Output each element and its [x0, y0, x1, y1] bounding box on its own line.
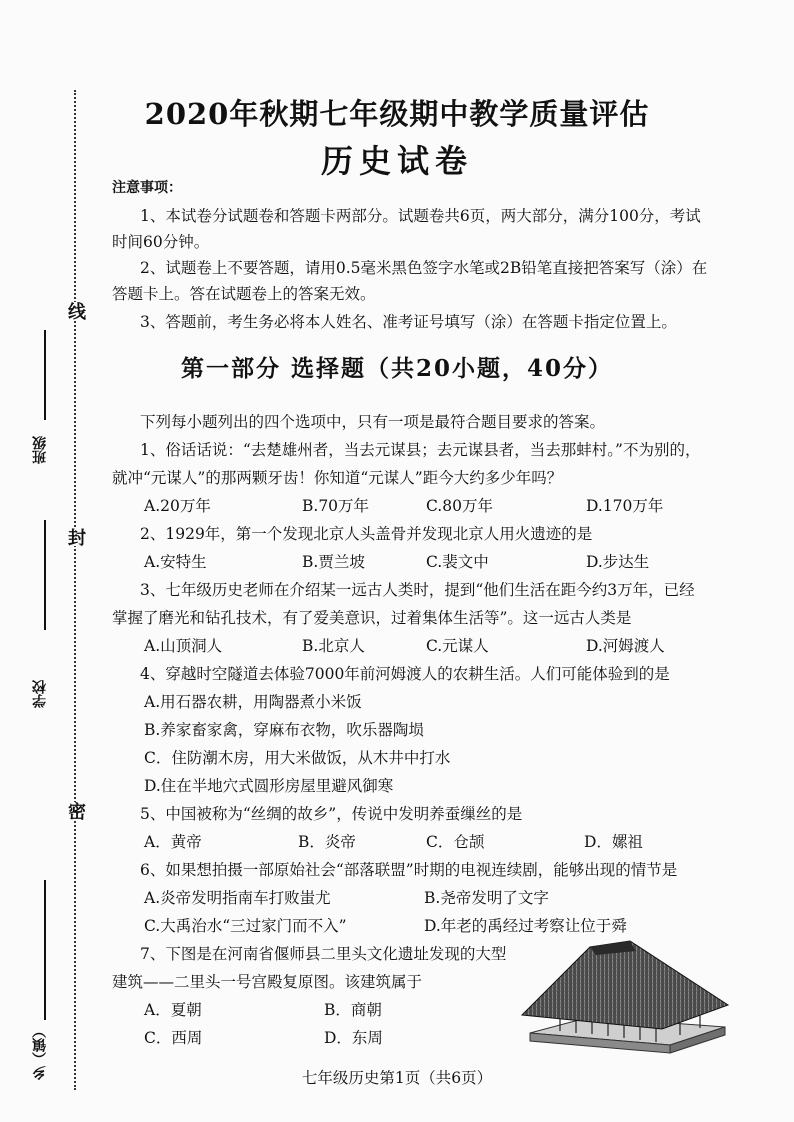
seal-char-xian: 线 — [62, 302, 88, 320]
seal-char-mi: 密 — [62, 802, 88, 820]
q1-option-a: A.20万年 — [144, 497, 211, 515]
q6-option-a: A.炎帝发明指南车打败蚩尤 — [144, 889, 331, 907]
school-field-line — [44, 520, 46, 630]
seal-char-feng: 封 — [62, 528, 88, 546]
notice-item-2-cont: 答题卡上。答在试题卷上的答案无效。 — [112, 285, 376, 303]
erlitou-palace-illustration — [520, 935, 730, 1055]
q7-option-c: C．西周 — [144, 1029, 203, 1047]
q5-option-b: B．炎帝 — [298, 833, 356, 851]
township-label: 乡（镇） — [32, 1024, 48, 1080]
q4-option-d: D.住在半地穴式圆形房屋里避风御寒 — [144, 777, 394, 795]
q2-option-b: B.贾兰坡 — [302, 553, 365, 571]
q4-option-c: C．住防潮木房，用大米做饭，从木井中打水 — [144, 749, 451, 767]
q4-option-a: A.用石器农耕，用陶器煮小米饭 — [144, 693, 362, 711]
q6-stem: 6、如果想拍摄一部原始社会“部落联盟”时期的电视连续剧，能够出现的情节是 — [140, 861, 678, 879]
binding-line — [74, 90, 76, 1090]
exam-subtitle: 历史试卷 — [320, 142, 473, 180]
q3-option-b: B.北京人 — [302, 637, 365, 655]
q5-stem: 5、中国被称为“丝绸的故乡”，传说中发明养蚕缫丝的是 — [140, 805, 523, 823]
q1-stem-line1: 1、俗话话说：“去楚雄州者，当去元谋县；去元谋县者，当去那蚌村。”不为别的， — [140, 441, 701, 459]
q1-stem-line2: 就冲“元谋人”的那两颗牙齿！你知道“元谋人”距今大约多少年吗？ — [112, 469, 563, 487]
class-label: 班级 — [32, 436, 48, 464]
section-instruction: 下列每小题列出的四个选项中，只有一项是最符合题目要求的答案。 — [140, 413, 606, 431]
q7-option-b: B．商朝 — [324, 1001, 382, 1019]
notice-item-3: 3、答题前，考生务必将本人姓名、准考证号填写（涂）在答题卡指定位置上。 — [140, 313, 677, 331]
q4-stem: 4、穿越时空隧道去体验7000年前河姆渡人的农耕生活。人们可能体验到的是 — [140, 665, 670, 683]
section-title: 第一部分 选择题（共20小题，40分） — [180, 355, 614, 382]
q6-option-d: D.年老的禹经过考察让位于舜 — [424, 917, 627, 935]
notice-heading: 注意事项： — [112, 180, 182, 196]
q2-option-c: C.裴文中 — [426, 553, 489, 571]
q4-option-b: B.养家畜家禽，穿麻布衣物，吹乐器陶埙 — [144, 721, 424, 739]
q7-option-d: D．东周 — [324, 1029, 383, 1047]
q1-option-d: D.170万年 — [586, 497, 664, 515]
q1-option-c: C.80万年 — [426, 497, 493, 515]
notice-item-1: 1、本试卷分试题卷和答题卡两部分。试题卷共6页，两大部分，满分100分，考试 — [140, 207, 701, 225]
notice-item-2: 2、试题卷上不要答题，请用0.5毫米黑色签字水笔或2B铅笔直接把答案写（涂）在 — [140, 259, 708, 277]
q5-option-c: C．仓颉 — [426, 833, 485, 851]
q1-option-b: B.70万年 — [302, 497, 370, 515]
q3-stem-line2: 掌握了磨光和钻孔技术，有了爱美意识，过着集体生活等”。这一远古人类是 — [112, 609, 632, 627]
q2-option-d: D.步达生 — [586, 553, 650, 571]
q7-stem-line1: 7、下图是在河南省偃师县二里头文化遗址发现的大型 — [140, 945, 507, 963]
exam-title: 2020年秋期七年级期中教学质量评估 — [144, 97, 650, 131]
township-field-line — [44, 880, 46, 1020]
q3-option-d: D.河姆渡人 — [586, 637, 665, 655]
q2-stem: 2、1929年，第一个发现北京人头盖骨并发现北京人用火遗迹的是 — [140, 525, 593, 543]
q3-option-c: C.元谋人 — [426, 637, 489, 655]
q5-option-a: A．黄帝 — [144, 833, 202, 851]
notice-item-1-cont: 时间60分钟。 — [112, 233, 210, 251]
page-footer: 七年级历史第1页（共6页） — [301, 1069, 493, 1087]
q3-stem-line1: 3、七年级历史老师在介绍某一远古人类时，提到“他们生活在距今约3万年，已经 — [140, 581, 695, 599]
q5-option-d: D．嫘祖 — [584, 833, 643, 851]
q6-option-b: B.尧帝发明了文字 — [424, 889, 549, 907]
q3-option-a: A.山顶洞人 — [144, 637, 223, 655]
q6-option-c: C.大禹治水“三过家门而不入” — [144, 917, 347, 935]
school-label: 学校 — [32, 680, 48, 708]
q7-option-a: A．夏朝 — [144, 1001, 202, 1019]
q2-option-a: A.安特生 — [144, 553, 207, 571]
q7-stem-line2: 建筑——二里头一号宫殿复原图。该建筑属于 — [112, 973, 423, 991]
